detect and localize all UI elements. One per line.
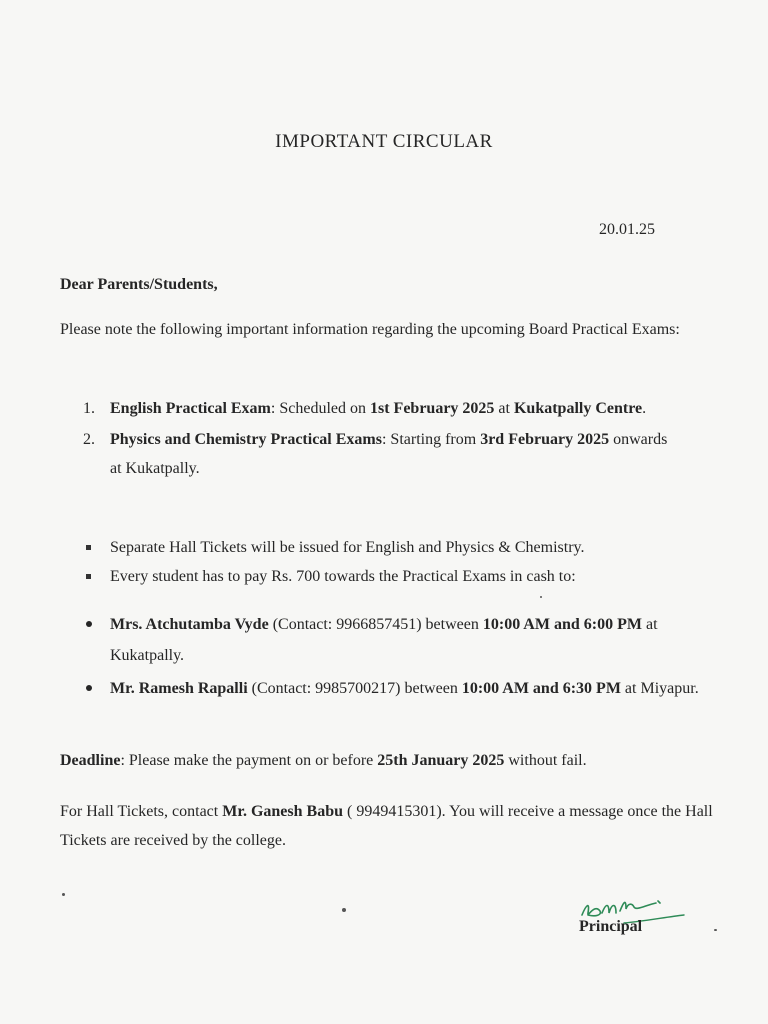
intro-paragraph: Please note the following important information regarding the upcoming Board Practical Exams: — [60, 321, 680, 338]
signature-stroke — [582, 901, 660, 916]
list-item: Separate Hall Tickets will be issued for English and Physics & Chemistry. — [86, 533, 726, 562]
paper-speck — [342, 908, 346, 912]
page-title: IMPORTANT CIRCULAR — [275, 131, 493, 152]
paper-speck — [714, 929, 717, 931]
square-bullet-icon — [86, 545, 91, 550]
bullet-icon — [86, 685, 92, 691]
list-item: 2. Physics and Chemistry Practical Exams: Starting from 3rd February 2025 onwards at Kukatpally. — [83, 431, 668, 477]
list-item: 1. English Practical Exam: Scheduled on 1st February 2025 at Kukatpally Centre. — [83, 400, 647, 417]
contact-list — [86, 609, 726, 706]
exam-list — [80, 394, 680, 485]
square-bullet-icon — [86, 574, 91, 579]
list-item: Mrs. Atchutamba Vyde (Contact: 9966857451) between 10:00 AM and 6:00 PM at Kukatpally. — [86, 609, 726, 671]
list-item: Every student has to pay Rs. 700 towards the Practical Exams in cash to: — [86, 562, 726, 591]
principal-label: Principal — [579, 918, 643, 935]
salutation: Dear Parents/Students, — [60, 276, 218, 293]
list-item: Mr. Ramesh Rapalli (Contact: 9985700217) between 10:00 AM and 6:30 PM at Miyapur. — [86, 673, 726, 704]
circular-date: 20.01.25 — [599, 221, 655, 238]
notes-list — [86, 533, 726, 591]
deadline-paragraph: Deadline: Please make the payment on or before 25th January 2025 without fail. — [60, 752, 587, 769]
paper-speck — [540, 596, 542, 598]
paper-speck — [62, 893, 65, 896]
bullet-icon — [86, 621, 92, 627]
hall-ticket-paragraph: For Hall Tickets, contact Mr. Ganesh Babu ( 9949415301). You will receive a message once the Hall Tickets are received by the college. — [60, 803, 713, 849]
